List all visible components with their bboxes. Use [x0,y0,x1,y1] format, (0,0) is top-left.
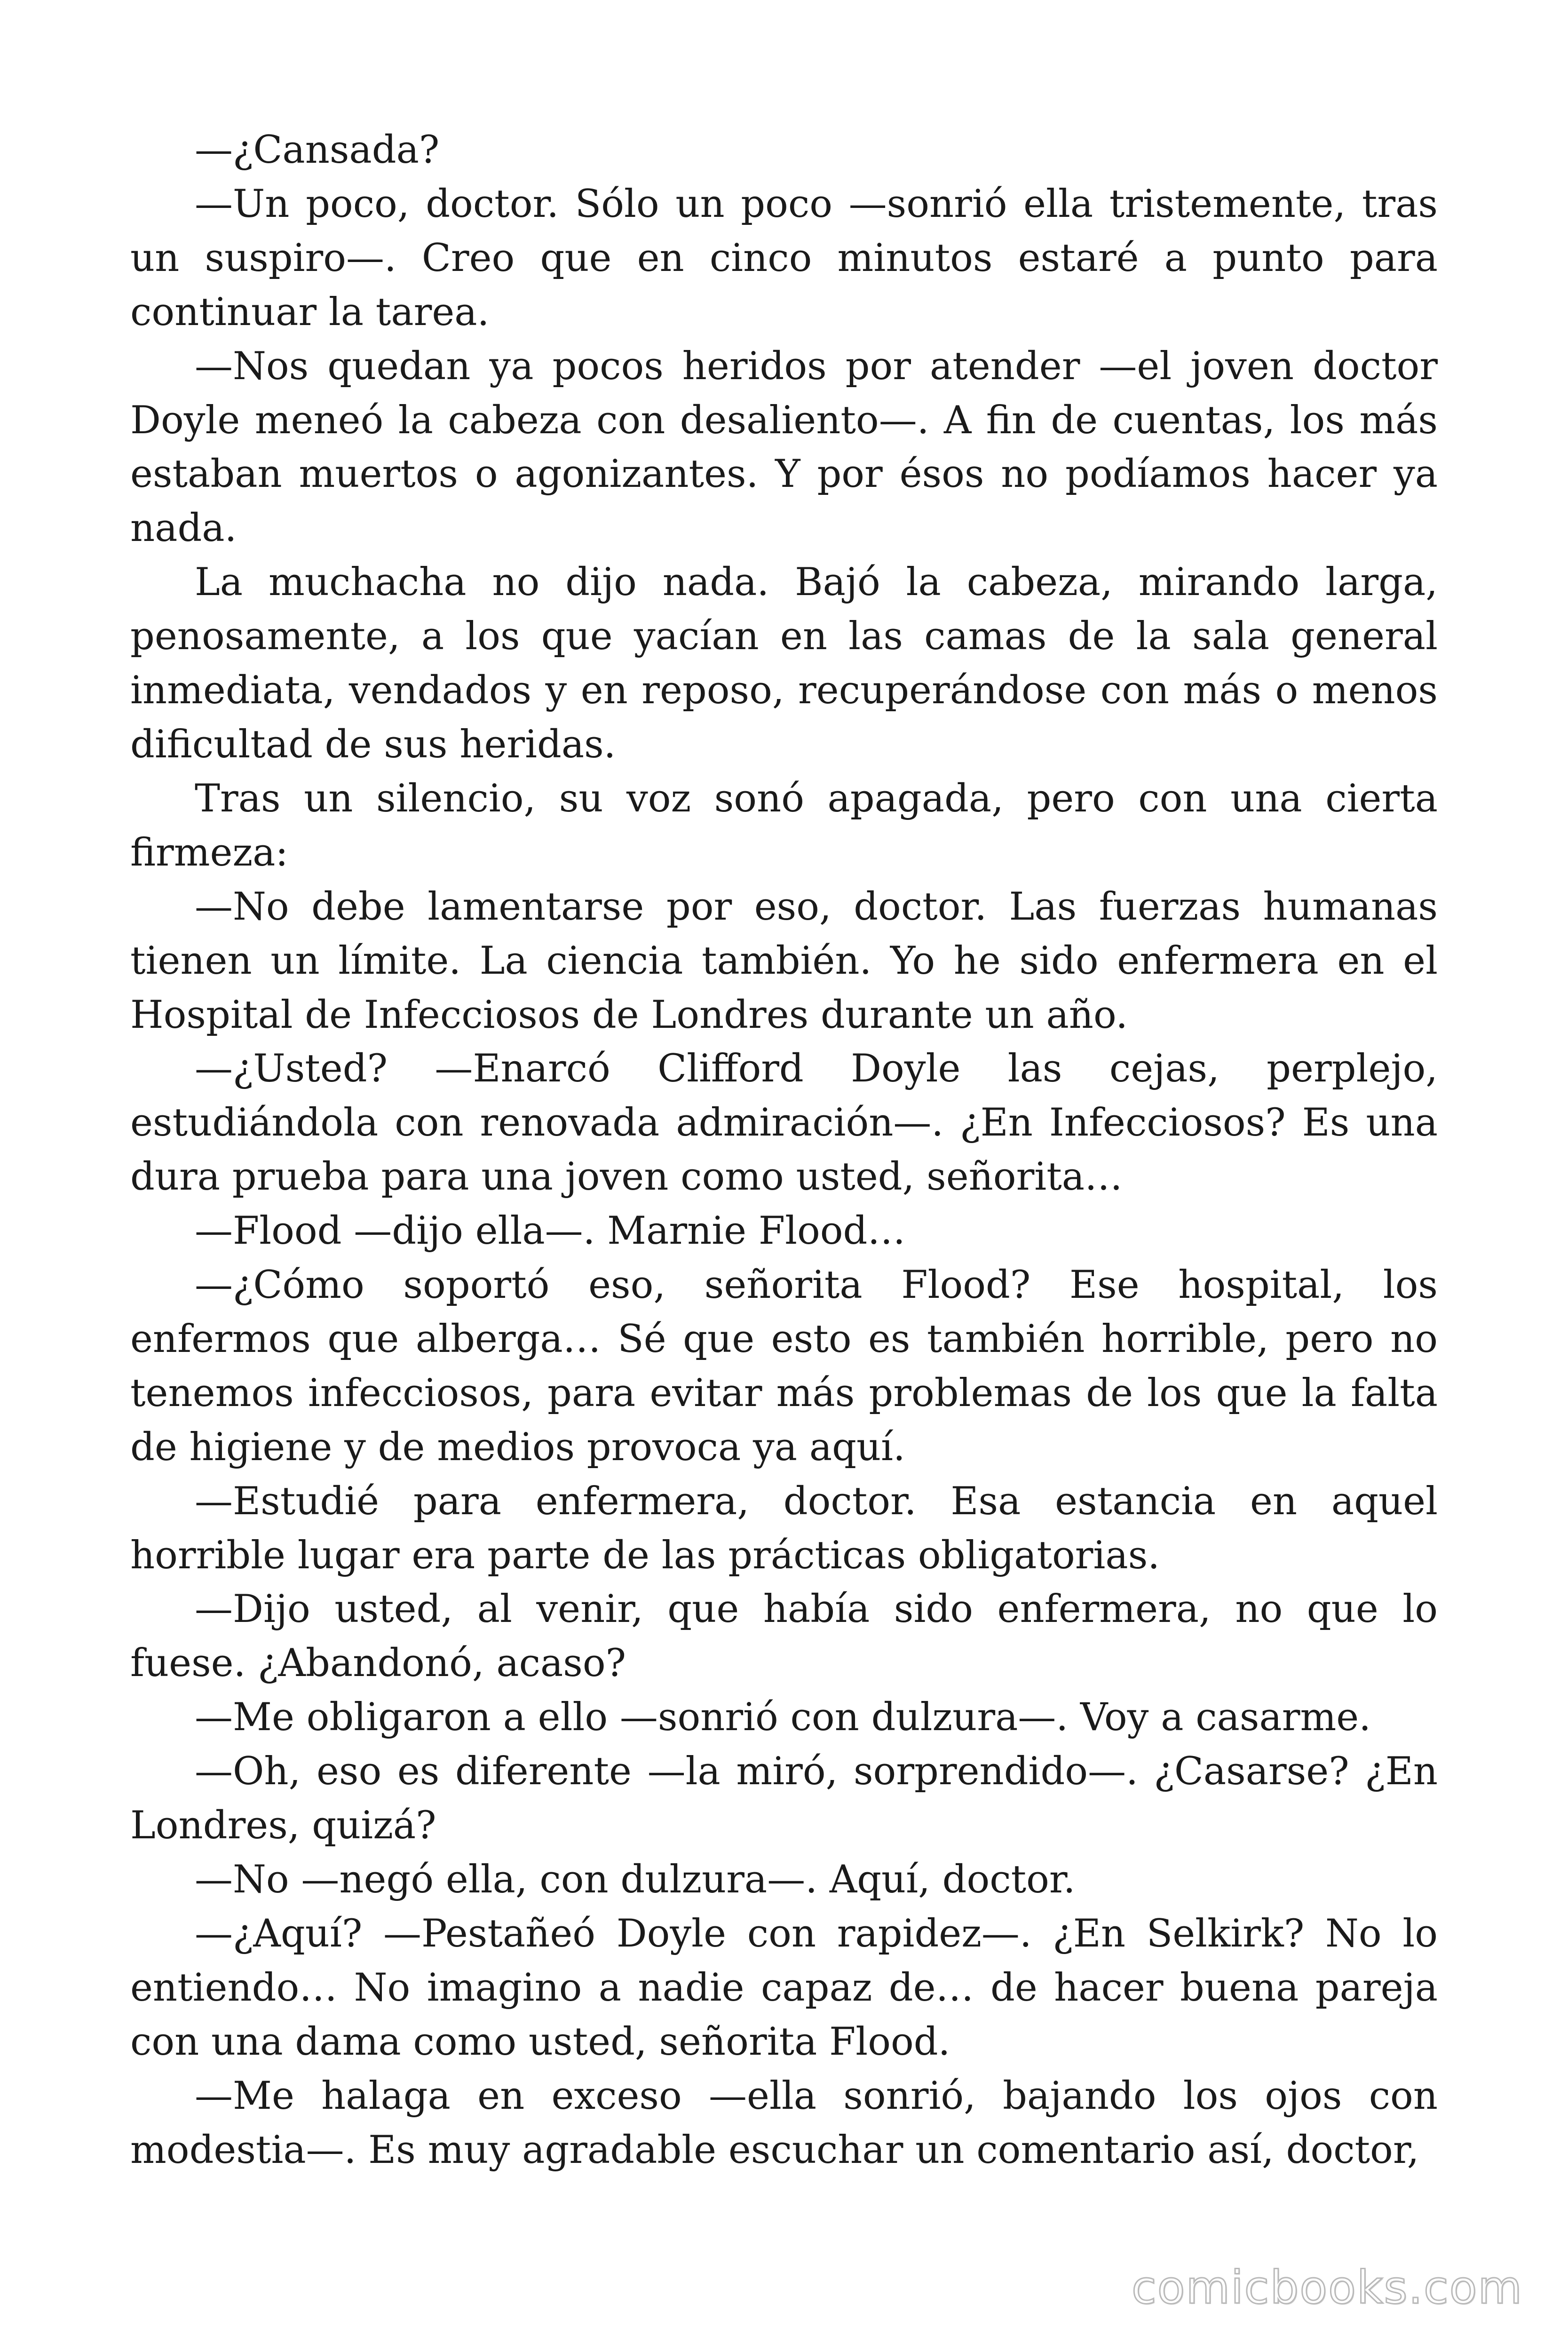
paragraph: Tras un silencio, su voz sonó apagada, pero con una cierta firmeza: [130,776,1438,875]
paragraph: —Estudié para enfermera, doctor. Esa estancia en aquel horrible lugar era parte de las prácticas obligatorias. [130,1479,1438,1578]
paragraph: —¿Aquí? —Pestañeó Doyle con rapidez—. ¿En Selkirk? No lo entiendo… No imagino a nadie capaz de… de hacer buena pareja con una dama como usted, señorita Flood. [130,1911,1438,2064]
paragraph: —¿Usted? —Enarcó Clifford Doyle las cejas, perplejo, estudiándola con renovada admiración—. ¿En Infecciosos? Es una dura prueba para una joven como usted, señorita… [130,1047,1438,1200]
paragraph: La muchacha no dijo nada. Bajó la cabeza, mirando larga, penosamente, a los que yacían en las camas de la sala general inmediata, vendados y en reposo, recuperándose con más o menos dificultad de sus heridas. [130,560,1438,767]
paragraph: —Dijo usted, al venir, que había sido enfermera, no que lo fuese. ¿Abandonó, acaso? [130,1587,1438,1686]
paragraph: —Flood —dijo ella—. Marnie Flood… [195,1209,906,1254]
paragraph: —¿Cómo soportó eso, señorita Flood? Ese hospital, los enfermos que alberga… Sé que esto es también horrible, pero no tenemos infecciosos, para evitar más problemas de los que la falta de higiene y de medios provoca ya aquí. [130,1263,1438,1470]
paragraph: —No debe lamentarse por eso, doctor. Las fuerzas humanas tienen un límite. La ciencia también. Yo he sido enfermera en el Hospital de Infecciosos de Londres durante un año. [130,884,1438,1037]
paragraph: —¿Cansada? [195,128,440,172]
paragraph: —Nos quedan ya pocos heridos por atender —el joven doctor Doyle meneó la cabeza con desaliento—. A fin de cuentas, los más estaban muertos o agonizantes. Y por ésos no podíamos hacer ya nada. [130,344,1438,551]
paragraph: —Un poco, doctor. Sólo un poco —sonrió ella tristemente, tras un suspiro—. Creo que en cinco minutos estaré a punto para continuar la tarea. [130,182,1438,334]
watermark: comicbooks.com [1131,2261,1523,2314]
body-text [130,123,1438,2177]
paragraph: —No —negó ella, con dulzura—. Aquí, doctor. [195,1858,1076,1902]
paragraph: —Me halaga en exceso —ella sonrió, bajando los ojos con modestia—. Es muy agradable escuchar un comentario así, doctor, [130,2074,1438,2172]
paragraph: —Oh, eso es diferente —la miró, sorprendido—. ¿Casarse? ¿En Londres, quizá? [130,1749,1438,1848]
paragraph: —Me obligaron a ello —sonrió con dulzura—. Voy a casarme. [195,1695,1371,1740]
